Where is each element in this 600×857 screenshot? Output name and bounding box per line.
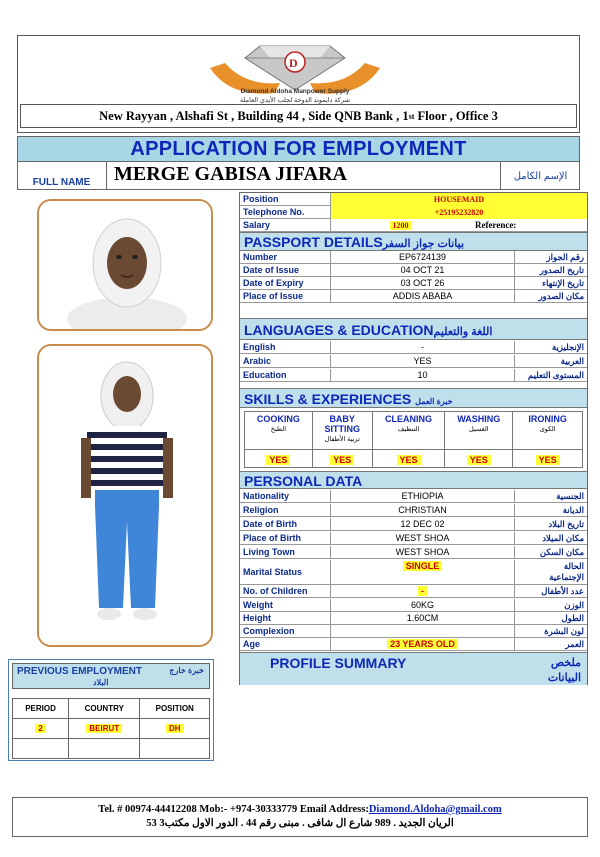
age-row: Age 23 YEARS OLD العمر	[240, 638, 587, 651]
company-address: New Rayyan , Alshafi St , Building 44 , Side QNB Bank , 1 st Floor , Office 3	[20, 104, 577, 128]
passport-section-header: PASSPORT DETAILSبيانات جواز السفر	[240, 232, 587, 251]
children-row: No. of Children - عدد الأطفال	[240, 585, 587, 598]
logo-caption: Diamond Aldoha Manpower Supply	[240, 88, 350, 95]
position-row: Position HOUSEMAID	[240, 193, 587, 206]
skill-cleaning: CLEANING التنظيف	[372, 412, 445, 450]
skills-section-header: SKILLS & EXPERIENCES خبرة العمل	[240, 388, 587, 408]
education-row: Education 10 المستوى التعليم	[240, 369, 587, 382]
header-country: COUNTRY	[69, 699, 140, 719]
cooking-value: YES	[266, 455, 290, 465]
full-body-photo	[37, 344, 213, 647]
skill-ironing: IRONING الكوى	[513, 412, 583, 450]
page-title: APPLICATION FOR EMPLOYMENT	[130, 137, 467, 160]
position-value: DH	[166, 724, 184, 733]
dob-row: Date of Birth 12 DEC 02 تاريخ البلاد	[240, 518, 587, 531]
languages-section-header: LANGUAGES & EDUCATIONاللغة والتعليم	[240, 318, 587, 340]
full-name-value: MERGE GABISA JIFARA	[114, 163, 347, 185]
table-row	[13, 739, 210, 759]
baby-sitting-value: YES	[330, 455, 354, 465]
footer-contact: Tel. # 00974-44412208 Mob:- +974-30333779 Email Address:Diamond.Aldoha@gmail.com 53 الريان الجديد . 989 شارع ال شافى . مبنى رقم 44 . الدور الاول مكتب3	[12, 797, 588, 837]
arabic-row: Arabic YES العربية	[240, 355, 587, 368]
marital-status-row: Marital Status SINGLE الحالة الإجتماعية	[240, 560, 587, 585]
previous-employment-title: PREVIOUS EMPLOYMENT خبرة خارج البلاد	[12, 663, 210, 689]
full-name-label: FULL NAME	[17, 162, 107, 190]
passport-expiry-row: Date of Expiry 03 OCT 26 تاريخ الإنتهاء	[240, 277, 587, 290]
previous-employment-table	[12, 698, 210, 759]
nationality-row: Nationality ETHIOPIA الجنسية	[240, 490, 587, 503]
header-period: PERIOD	[13, 699, 69, 719]
svg-text:D: D	[289, 56, 298, 70]
full-name-label-arabic: الإسم الكامل	[500, 162, 580, 190]
profile-summary-header: PROFILE SUMMARY ملخص البيانات	[240, 652, 587, 685]
skills-table	[244, 411, 583, 468]
header-position: POSITION	[140, 699, 210, 719]
skill-washing: WASHING الغسيل	[445, 412, 513, 450]
country-value: BEIRUT	[86, 724, 122, 733]
religion-row: Religion CHRISTIAN الديانة	[240, 504, 587, 517]
period-value: 2	[35, 724, 45, 733]
ironing-value: YES	[536, 455, 560, 465]
height-row: Height 1.60CM الطول	[240, 612, 587, 625]
skill-cooking: COOKING الطبخ	[245, 412, 313, 450]
complexion-row: Complexion لون البشرة	[240, 625, 587, 638]
title-bar	[17, 136, 580, 162]
email-link[interactable]: Diamond.Aldoha@gmail.com	[368, 804, 502, 815]
washing-value: YES	[467, 455, 491, 465]
portrait-photo	[37, 199, 213, 331]
skill-baby-sitting: BABY SITTING تربية الأطفال	[312, 412, 372, 450]
weight-row: Weight 60KG الوزن	[240, 599, 587, 612]
passport-place-row: Place of Issue ADDIS ABABA مكان الصدور	[240, 290, 587, 303]
footer-address-arabic: 53 الريان الجديد . 989 شارع ال شافى . مبنى رقم 44 . الدور الاول مكتب3	[146, 818, 454, 829]
english-row: English - الإنجليزية	[240, 341, 587, 354]
logo-caption-arabic: شركة دايموند الدوحة لجلب الأيدي العاملة	[240, 97, 350, 104]
personal-section-header: PERSONAL DATA	[240, 471, 587, 489]
table-row	[13, 719, 210, 739]
telephone-row: Telephone No. +25195232820	[240, 206, 587, 219]
passport-number-row: Number EP6724139 رقم الجواز	[240, 251, 587, 264]
cleaning-value: YES	[397, 455, 421, 465]
passport-issue-row: Date of Issue 04 OCT 21 تاريخ الصدور	[240, 264, 587, 277]
salary-row: Salary 1200 Reference:	[240, 219, 587, 232]
living-town-row: Living Town WEST SHOA مكان السكن	[240, 546, 587, 559]
place-of-birth-row: Place of Birth WEST SHOA مكان الميلاد	[240, 532, 587, 545]
